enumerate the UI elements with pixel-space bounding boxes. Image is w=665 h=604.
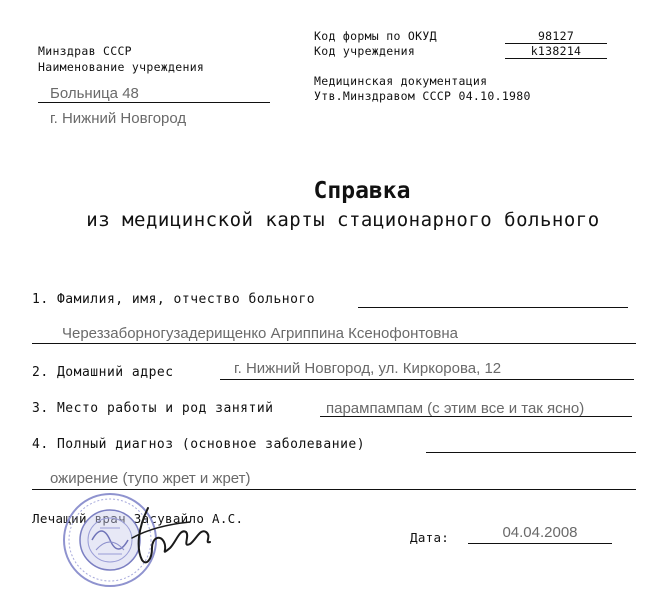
address-underline (220, 379, 634, 380)
full-name-value: Череззаборногузадерищенко Агриппина Ксенофонтовна (62, 325, 458, 342)
institution-name: Больница 48 (50, 85, 139, 102)
diagnosis-label-line (426, 452, 636, 453)
full-name-underline (32, 343, 636, 344)
doctor-signature (130, 498, 220, 568)
full-name-label: 1. Фамилия, имя, отчество больного (32, 292, 316, 307)
date-underline (468, 543, 612, 544)
diagnosis-underline (32, 489, 636, 490)
approval-label: Утв.Минздравом СССР 04.10.1980 (314, 89, 531, 103)
workplace-value: парампампам (с этим все и так ясно) (326, 400, 585, 417)
ministry-name: Минздрав СССР (38, 44, 132, 58)
workplace-label: 3. Место работы и род занятий (32, 401, 274, 416)
okud-value: 98127 (537, 29, 575, 43)
date-label: Дата: (410, 530, 450, 545)
date-value: 04.04.2008 (502, 524, 578, 541)
attending-doctor: Лечащий врач Засувайло А.С. (32, 511, 244, 526)
okud-label: Код формы по ОКУД (314, 29, 437, 43)
diagnosis-label: 4. Полный диагноз (основное заболевание) (32, 437, 366, 452)
institution-code-underline (505, 58, 607, 59)
institution-code-label: Код учреждения (314, 44, 416, 58)
address-label: 2. Домашний адрес (32, 365, 174, 380)
med-docs-label: Медицинская документация (314, 74, 488, 88)
document-title: Справка (313, 178, 411, 204)
institution-code-value: k138214 (530, 44, 582, 58)
address-value: г. Нижний Новгород, ул. Киркорова, 12 (234, 360, 502, 377)
institution-underline (38, 102, 270, 103)
diagnosis-value: ожирение (тупо жрет и жрет) (50, 470, 251, 487)
institution-label: Наименование учреждения (38, 60, 205, 74)
document-subtitle: из медицинской карты стационарного больного (86, 209, 600, 231)
full-name-label-line (358, 307, 628, 308)
workplace-underline (320, 416, 632, 417)
institution-city: г. Нижний Новгород (50, 110, 187, 127)
